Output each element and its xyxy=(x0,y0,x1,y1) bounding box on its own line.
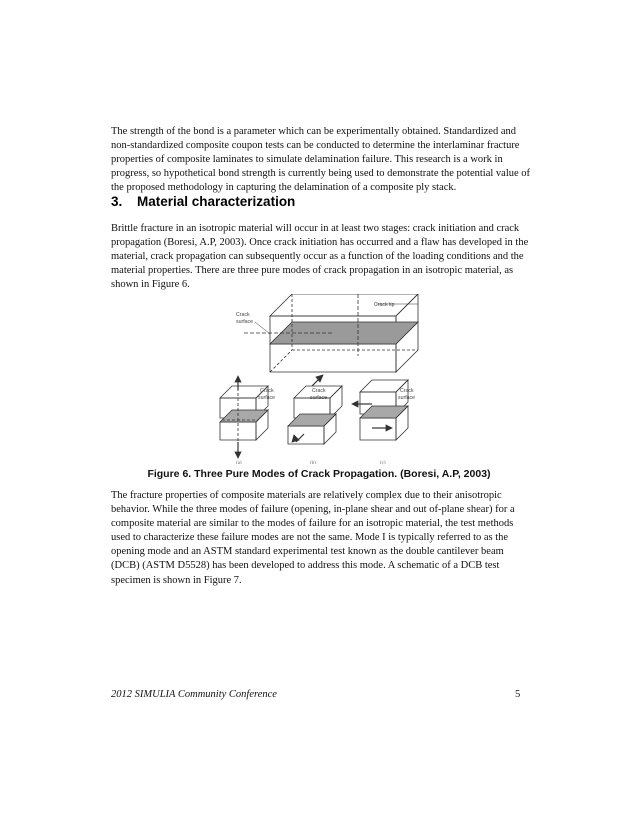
paragraph-brittle-fracture: Brittle fracture in an isotropic material will occur in at least two stages: crack initiation and crack propagation (Boresi, A.P, 2003). Once crack initiation has occurred and a flaw has developed in the material, crack propagation can subsequently occur as a function of the loading conditions and the material properties. There are three pure modes of crack propagation in an isotropic material, as shown in Figure 6. xyxy=(111,223,529,291)
section-heading xyxy=(111,194,295,209)
label-sub-b: (b) xyxy=(310,461,316,464)
label-crack-tip: Crack tip xyxy=(374,302,395,308)
label-sub-c: (c) xyxy=(380,461,386,464)
figure-caption: Figure 6. Three Pure Modes of Crack Propagation. (Boresi, A.P, 2003) xyxy=(147,468,491,480)
label-sub-a: (a) xyxy=(236,461,242,464)
label-a-crack: Crack xyxy=(260,388,274,394)
paragraph-composite-fracture: The fracture properties of composite materials are relatively complex due to their anisotropic behavior. While the three modes of failure (opening, in-plane shear and out of-plane shear) for a composite material are similar to the modes of failure for an isotropic material, the test methods used to characterize these failure modes are not the same. Mode I is typically referred to as the opening mode and an ASTM standard experimental test known as the double cantilever beam (DCB) (ASTM D5528) has been developed to address this mode. A schematic of a DCB test specimen is shown in Figure 7. xyxy=(111,490,515,586)
label-b-crack: Crack xyxy=(312,388,326,394)
label-b-surface: surface xyxy=(310,395,328,401)
label-a-surface: surface xyxy=(258,395,276,401)
section-title: Material characterization xyxy=(137,194,296,209)
label-c-surface: surface xyxy=(398,395,416,401)
footer-page-number: 5 xyxy=(515,689,521,700)
mode-b-diagram xyxy=(288,375,342,444)
label-surface: surface xyxy=(236,319,254,325)
label-c-crack: Crack xyxy=(400,388,414,394)
paragraph-bond-strength: The strength of the bond is a parameter which can be experimentally obtained. Standardized and non-standardized composite coupon tests can be conducted to determine the interlaminar fracture properties of composite laminates to simulate delamination failure. This research is a work in progress, so hypothetical bond strength is currently being used to demonstrate the potential value of the proposed methodology in capturing the delamination of a composite ply stack. xyxy=(111,126,531,194)
footer-conference: 2012 SIMULIA Community Conference xyxy=(111,689,277,700)
section-number: 3. xyxy=(111,194,123,209)
label-crack: Crack xyxy=(236,312,250,318)
crack-modes-figure xyxy=(208,294,438,464)
